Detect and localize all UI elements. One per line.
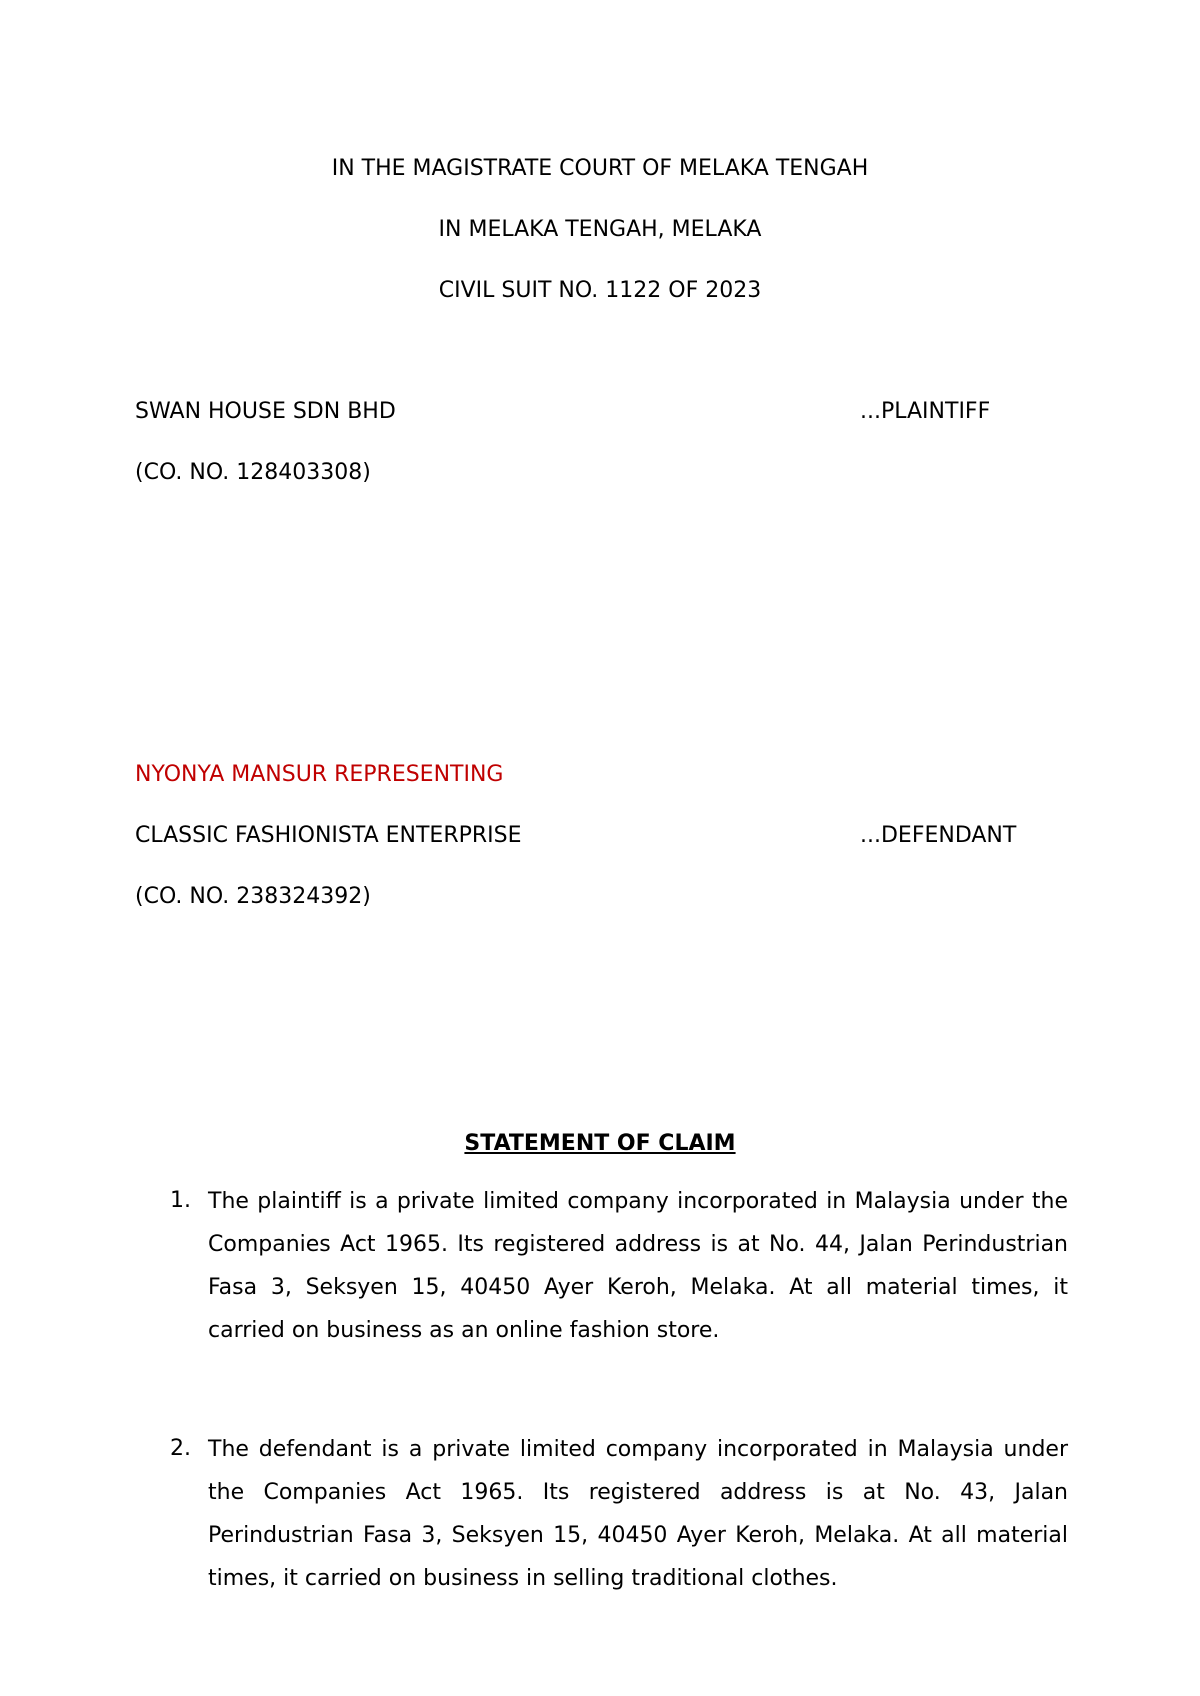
plaintiff-name: SWAN HOUSE SDN BHD [135, 399, 396, 424]
court-location: IN MELAKA TENGAH, MELAKA [438, 217, 762, 242]
claim-text: The plaintiff is a private limited company incorporated in Malaysia under the Companies Act 1965. Its registered address is at No. 44, Jalan Perindustrian Fasa 3, Seksyen 15, 40450 Ayer Keroh, Melaka. At all material times, it carried on business as an online fashion store. [208, 1189, 1068, 1343]
court-title: IN THE MAGISTRATE COURT OF MELAKA TENGAH [331, 156, 869, 181]
defendant-name: CLASSIC FASHIONISTA ENTERPRISE [135, 823, 522, 848]
plaintiff-role: ...PLAINTIFF [860, 399, 991, 424]
defendant-company-number: (CO. NO. 238324392) [135, 884, 371, 909]
claim-number: 1. [170, 1188, 191, 1213]
representative-annotation: NYONYA MANSUR REPRESENTING [135, 762, 504, 787]
claim-text: The defendant is a private limited company incorporated in Malaysia under the Companies Act 1965. Its registered address is at No. 43, Jalan Perindustrian Fasa 3, Seksyen 15, 40450 Ayer Keroh, Melaka. At all material times, it carried on business in selling traditional clothes. [208, 1437, 1068, 1591]
claim-number: 2. [170, 1436, 191, 1461]
plaintiff-company-number: (CO. NO. 128403308) [135, 460, 371, 485]
suit-number: CIVIL SUIT NO. 1122 OF 2023 [438, 278, 762, 303]
statement-heading: STATEMENT OF CLAIM [464, 1131, 736, 1156]
defendant-role: ...DEFENDANT [860, 823, 1017, 848]
